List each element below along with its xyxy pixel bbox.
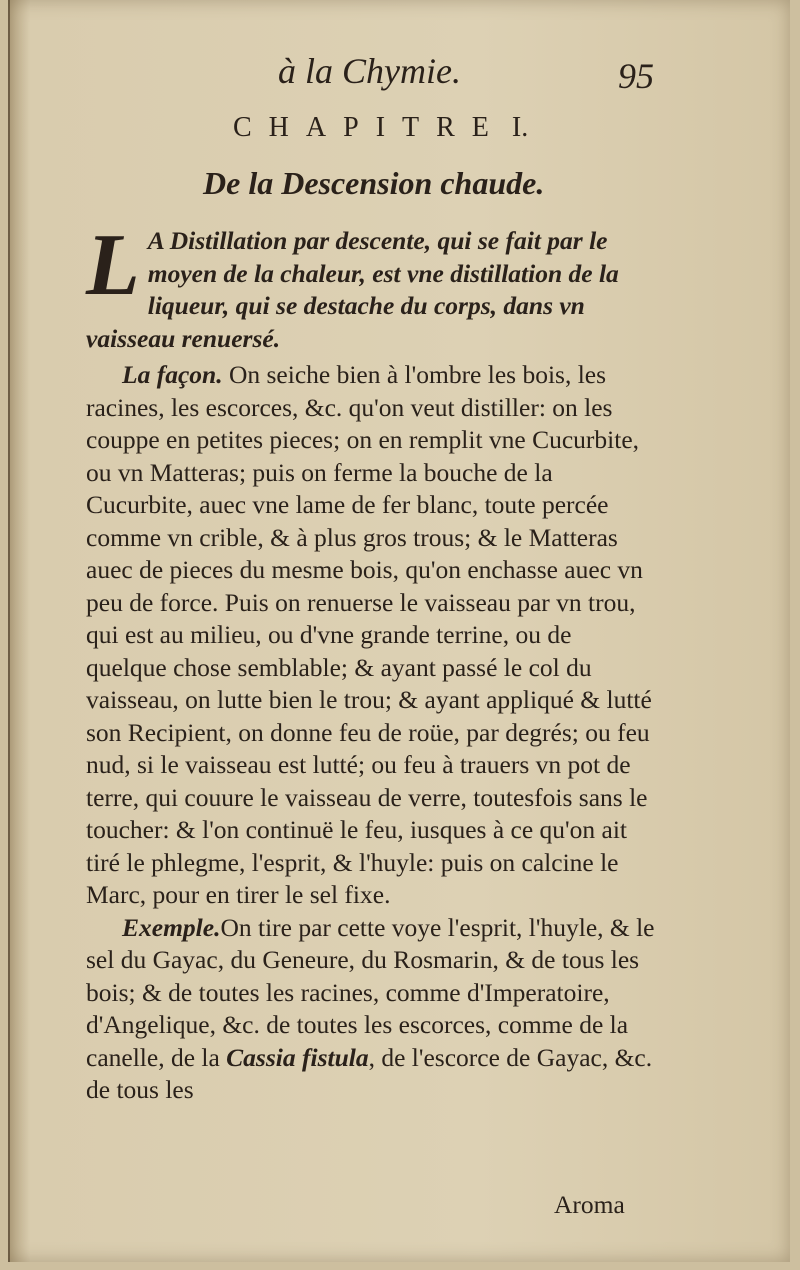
page-edge-line (8, 0, 10, 1262)
definition-text: A Distillation par descente, qui se fait par le moyen de la chaleur, est vne distillation de la liqueur, qui se destache du corps, dans vn vaisseau renuersé. (86, 226, 619, 353)
facon-text: On seiche bien à l'ombre les bois, les racines, les escorces, &c. qu'on veut distiller: on les couppe en petites pieces; on en remplit vne Cucurbite, ou vn Matteras; puis on ferme la bouche de la Cucurbite, auec vne lame de fer blanc, toute percée comme vn crible, & à plus gros trous; & le Matteras auec de pieces du mesme bois, qu'on enchasse auec vn peu de force. Puis on renuerse le vaisseau par vn trou, qui est au milieu, ou d'vne grande terrine, ou de quelque chose semblable; & ayant passé le col du vaisseau, on lutte bien le trou; & ayant appliqué & lutté son Recipient, on donne feu de roüe, par degrés; ou feu nud, si le vaisseau est lutté; ou feu à trauers vn pot de terre, qui couure le vaisseau de verre, toutesfois sans le toucher: & l'on continuë le feu, iusques à ce qu'on ait tiré le phlegme, l'esprit, & l'huyle: puis on calcine le Marc, pour en tirer le sel fixe. (86, 360, 652, 909)
facon-paragraph (86, 359, 658, 912)
section-title: De la Descension chaude. (203, 165, 545, 201)
chapter-label: CHAPITRE (233, 112, 506, 143)
catchword: Aroma (554, 1190, 625, 1219)
exemple-paragraph (86, 912, 658, 1107)
page-number: 95 (618, 56, 654, 96)
exemple-lead: Exemple. (122, 912, 221, 942)
chapter-number: I. (511, 112, 529, 143)
body-text (86, 217, 658, 1107)
running-title: à la Chymie. (278, 51, 461, 91)
exemple-text-after: , de l'escorce de Gayac, &c. de tous les (86, 1042, 653, 1104)
book-page (8, 0, 790, 1262)
exemple-text-before: On tire par cette voye l'esprit, l'huyle, & le sel du Gayac, du Geneure, du Rosmarin, & de tous les bois; & de toutes les racines, comme d'Imperatoire, d'Angelique, &c. de toutes les escorces, comme de la canelle, de la (86, 912, 655, 1072)
definition-paragraph (86, 217, 658, 355)
facon-lead: La façon. (122, 360, 223, 389)
exemple-italic-term: Cassia fistula (226, 1042, 369, 1072)
chapter-heading (233, 112, 528, 144)
drop-cap: L (86, 217, 140, 314)
